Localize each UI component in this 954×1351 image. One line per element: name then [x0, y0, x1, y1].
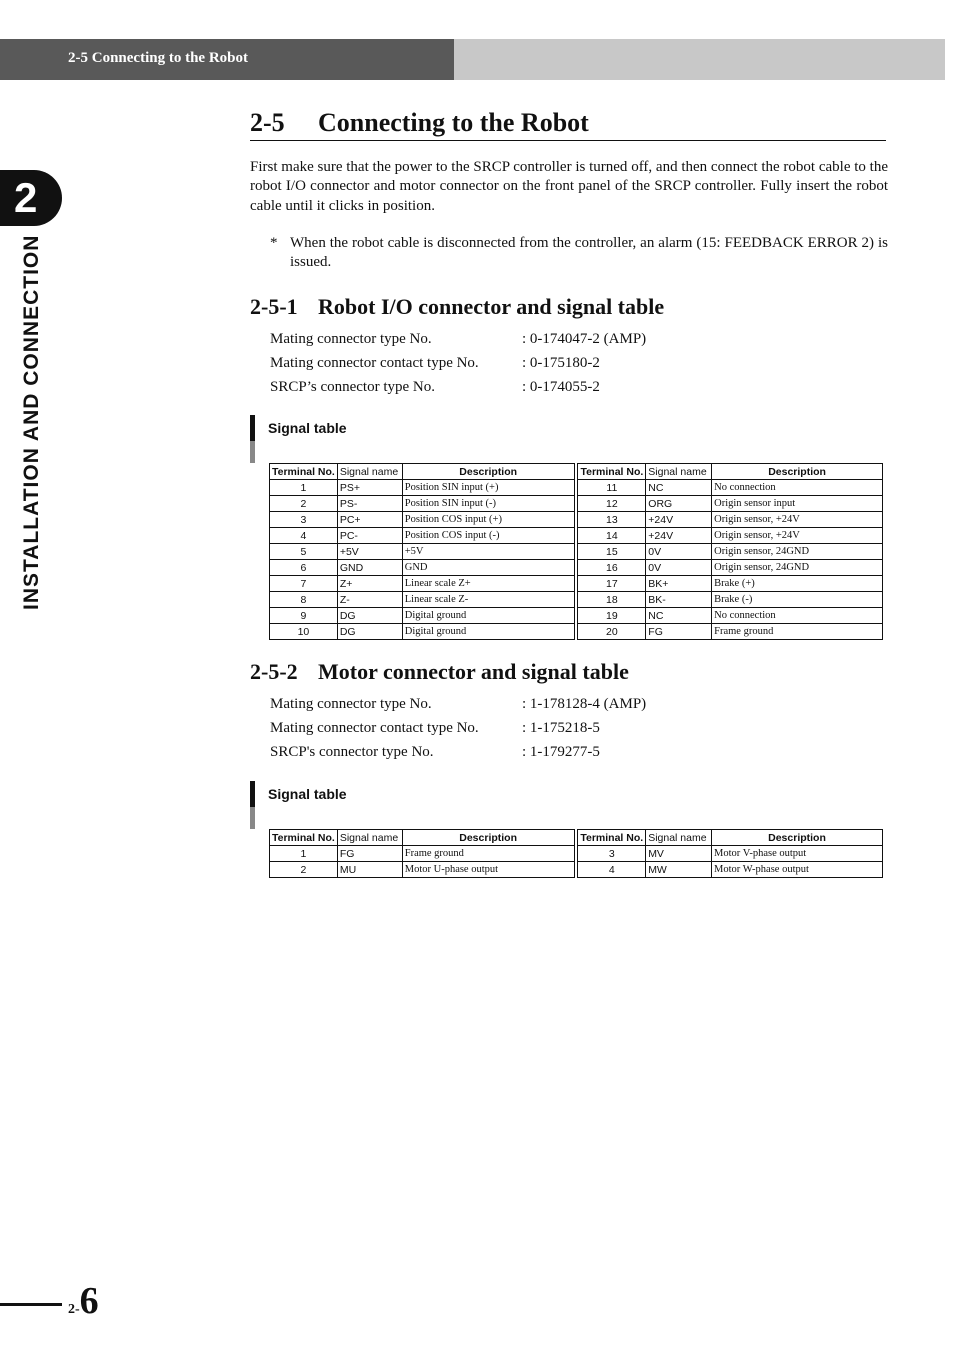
note-text: When the robot cable is disconnected from the controller, an alarm (15: FEEDBACK ERROR 2) is issued.: [290, 235, 888, 271]
terminal-no-cell: 15: [578, 544, 646, 560]
header-terminal-no: Terminal No.: [578, 830, 646, 846]
signal-name-cell: FG: [337, 846, 402, 862]
signal-name-cell: +24V: [646, 528, 712, 544]
running-header-title: 2-5 Connecting to the Robot: [68, 50, 248, 66]
table-row: [270, 608, 883, 624]
description-cell: No connection: [712, 608, 883, 624]
terminal-no-cell: 11: [578, 480, 646, 496]
running-header-tab: [0, 39, 454, 80]
signal-name-cell: BK+: [646, 576, 712, 592]
signal-name-cell: NC: [646, 608, 712, 624]
table-header-row: [270, 830, 883, 846]
description-cell: Linear scale Z+: [402, 576, 574, 592]
signal-name-cell: Z+: [337, 576, 402, 592]
subsection-title: Motor connector and signal table: [318, 659, 629, 684]
description-cell: Origin sensor, 24GND: [712, 560, 883, 576]
signal-name-cell: DG: [337, 608, 402, 624]
footer-rule: [0, 1303, 62, 1306]
description-cell: Position SIN input (-): [402, 496, 574, 512]
subsection-title: Robot I/O connector and signal table: [318, 294, 665, 319]
label-bar: [250, 415, 255, 441]
terminal-no-cell: 13: [578, 512, 646, 528]
note-mark: *: [270, 235, 278, 251]
spec-label: Mating connector type No.: [270, 696, 432, 712]
signal-name-cell: 0V: [646, 544, 712, 560]
signal-name-cell: +24V: [646, 512, 712, 528]
section-number: 2-5: [250, 108, 285, 137]
terminal-no-cell: 4: [270, 528, 338, 544]
subsection-number: 2-5-2: [250, 659, 298, 684]
table-row: [270, 624, 883, 640]
spec-label: Mating connector contact type No.: [270, 355, 479, 371]
terminal-no-cell: 17: [578, 576, 646, 592]
terminal-no-cell: 2: [270, 862, 338, 878]
description-cell: Position SIN input (+): [402, 480, 574, 496]
signal-name-cell: +5V: [337, 544, 402, 560]
description-cell: Origin sensor input: [712, 496, 883, 512]
chapter-number: 2: [14, 174, 38, 221]
spec-value: : 0-174047-2 (AMP): [522, 331, 647, 347]
label-bar: [250, 441, 255, 463]
description-cell: Digital ground: [402, 624, 574, 640]
description-cell: Origin sensor, +24V: [712, 528, 883, 544]
terminal-no-cell: 9: [270, 608, 338, 624]
signal-name-cell: MW: [646, 862, 712, 878]
description-cell: Frame ground: [402, 846, 574, 862]
description-cell: No connection: [712, 480, 883, 496]
description-cell: +5V: [402, 544, 574, 560]
signal-name-cell: NC: [646, 480, 712, 496]
description-cell: Position COS input (+): [402, 512, 574, 528]
terminal-no-cell: 8: [270, 592, 338, 608]
table-row: [270, 576, 883, 592]
spec-label: Mating connector contact type No.: [270, 720, 479, 736]
header-description: Description: [712, 830, 883, 846]
spec-label: SRCP's connector type No.: [270, 744, 434, 760]
spec-label: Mating connector type No.: [270, 331, 432, 347]
signal-name-cell: DG: [337, 624, 402, 640]
header-signal-name: Signal name: [337, 830, 402, 846]
terminal-no-cell: 1: [270, 480, 338, 496]
signal-table-label-text: Signal table: [268, 786, 347, 802]
table-row: [270, 512, 883, 528]
label-bar: [250, 781, 255, 807]
spec-value: : 0-174055-2: [522, 379, 600, 395]
terminal-no-cell: 19: [578, 608, 646, 624]
terminal-no-cell: 3: [270, 512, 338, 528]
subsection-heading-io: [250, 294, 664, 320]
header-description: Description: [402, 830, 574, 846]
terminal-no-cell: 6: [270, 560, 338, 576]
description-cell: Origin sensor, +24V: [712, 512, 883, 528]
section-heading: [250, 108, 886, 141]
spec-value: : 0-175180-2: [522, 355, 600, 371]
header-terminal-no: Terminal No.: [578, 464, 646, 480]
signal-table-label-text: Signal table: [268, 420, 347, 436]
running-header: [0, 39, 945, 80]
description-cell: Brake (+): [712, 576, 883, 592]
header-signal-name: Signal name: [337, 464, 402, 480]
table-row: [270, 544, 883, 560]
terminal-no-cell: 10: [270, 624, 338, 640]
signal-name-cell: GND: [337, 560, 402, 576]
page-number-value: 6: [79, 1280, 99, 1322]
description-cell: Motor W-phase output: [712, 862, 883, 878]
header-description: Description: [712, 464, 883, 480]
description-cell: Motor U-phase output: [402, 862, 574, 878]
terminal-no-cell: 16: [578, 560, 646, 576]
terminal-no-cell: 2: [270, 496, 338, 512]
terminal-no-cell: 4: [578, 862, 646, 878]
header-terminal-no: Terminal No.: [270, 830, 338, 846]
signal-name-cell: MU: [337, 862, 402, 878]
label-bar: [250, 807, 255, 829]
table-row: [270, 560, 883, 576]
page-number: [68, 1279, 99, 1323]
signal-name-cell: Z-: [337, 592, 402, 608]
description-cell: Frame ground: [712, 624, 883, 640]
terminal-no-cell: 14: [578, 528, 646, 544]
header-signal-name: Signal name: [646, 830, 712, 846]
terminal-no-cell: 20: [578, 624, 646, 640]
intro-paragraph: First make sure that the power to the SRCP controller is turned off, and then connect the robot cable to the robot I/O connector and motor connector on the front panel of the SRCP controller. Fully insert the robot cable until it clicks in position.: [250, 159, 888, 214]
subsection-number: 2-5-1: [250, 294, 298, 319]
spec-value: : 1-179277-5: [522, 744, 600, 760]
table-row: [270, 496, 883, 512]
table-row: [270, 480, 883, 496]
description-cell: Position COS input (-): [402, 528, 574, 544]
terminal-no-cell: 3: [578, 846, 646, 862]
signal-name-cell: 0V: [646, 560, 712, 576]
description-cell: Linear scale Z-: [402, 592, 574, 608]
description-cell: Origin sensor, 24GND: [712, 544, 883, 560]
table-row: [270, 862, 883, 878]
signal-name-cell: PC-: [337, 528, 402, 544]
signal-name-cell: MV: [646, 846, 712, 862]
note: [270, 234, 888, 273]
terminal-no-cell: 7: [270, 576, 338, 592]
terminal-no-cell: 1: [270, 846, 338, 862]
signal-name-cell: FG: [646, 624, 712, 640]
spec-value: : 1-175218-5: [522, 720, 600, 736]
header-terminal-no: Terminal No.: [270, 464, 338, 480]
section-title: Connecting to the Robot: [318, 108, 589, 137]
terminal-no-cell: 12: [578, 496, 646, 512]
table-row: [270, 846, 883, 862]
signal-name-cell: BK-: [646, 592, 712, 608]
signal-name-cell: PS+: [337, 480, 402, 496]
chapter-side-label-text: INSTALLATION AND CONNECTION: [20, 234, 43, 610]
terminal-no-cell: 5: [270, 544, 338, 560]
terminal-no-cell: 18: [578, 592, 646, 608]
header-signal-name: Signal name: [646, 464, 712, 480]
description-cell: Brake (-): [712, 592, 883, 608]
table-row: [270, 528, 883, 544]
subsection-heading-motor: [250, 659, 629, 685]
signal-name-cell: PS-: [337, 496, 402, 512]
description-cell: GND: [402, 560, 574, 576]
signal-name-cell: ORG: [646, 496, 712, 512]
signal-name-cell: PC+: [337, 512, 402, 528]
header-description: Description: [402, 464, 574, 480]
motor-signal-table: [269, 829, 883, 878]
description-cell: Motor V-phase output: [712, 846, 883, 862]
io-signal-table: [269, 463, 883, 640]
table-header-row: [270, 464, 883, 480]
spec-label: SRCP’s connector type No.: [270, 379, 435, 395]
description-cell: Digital ground: [402, 608, 574, 624]
chapter-tab: [0, 170, 62, 226]
table-row: [270, 592, 883, 608]
page-number-prefix: 2-: [68, 1302, 80, 1317]
spec-value: : 1-178128-4 (AMP): [522, 696, 647, 712]
